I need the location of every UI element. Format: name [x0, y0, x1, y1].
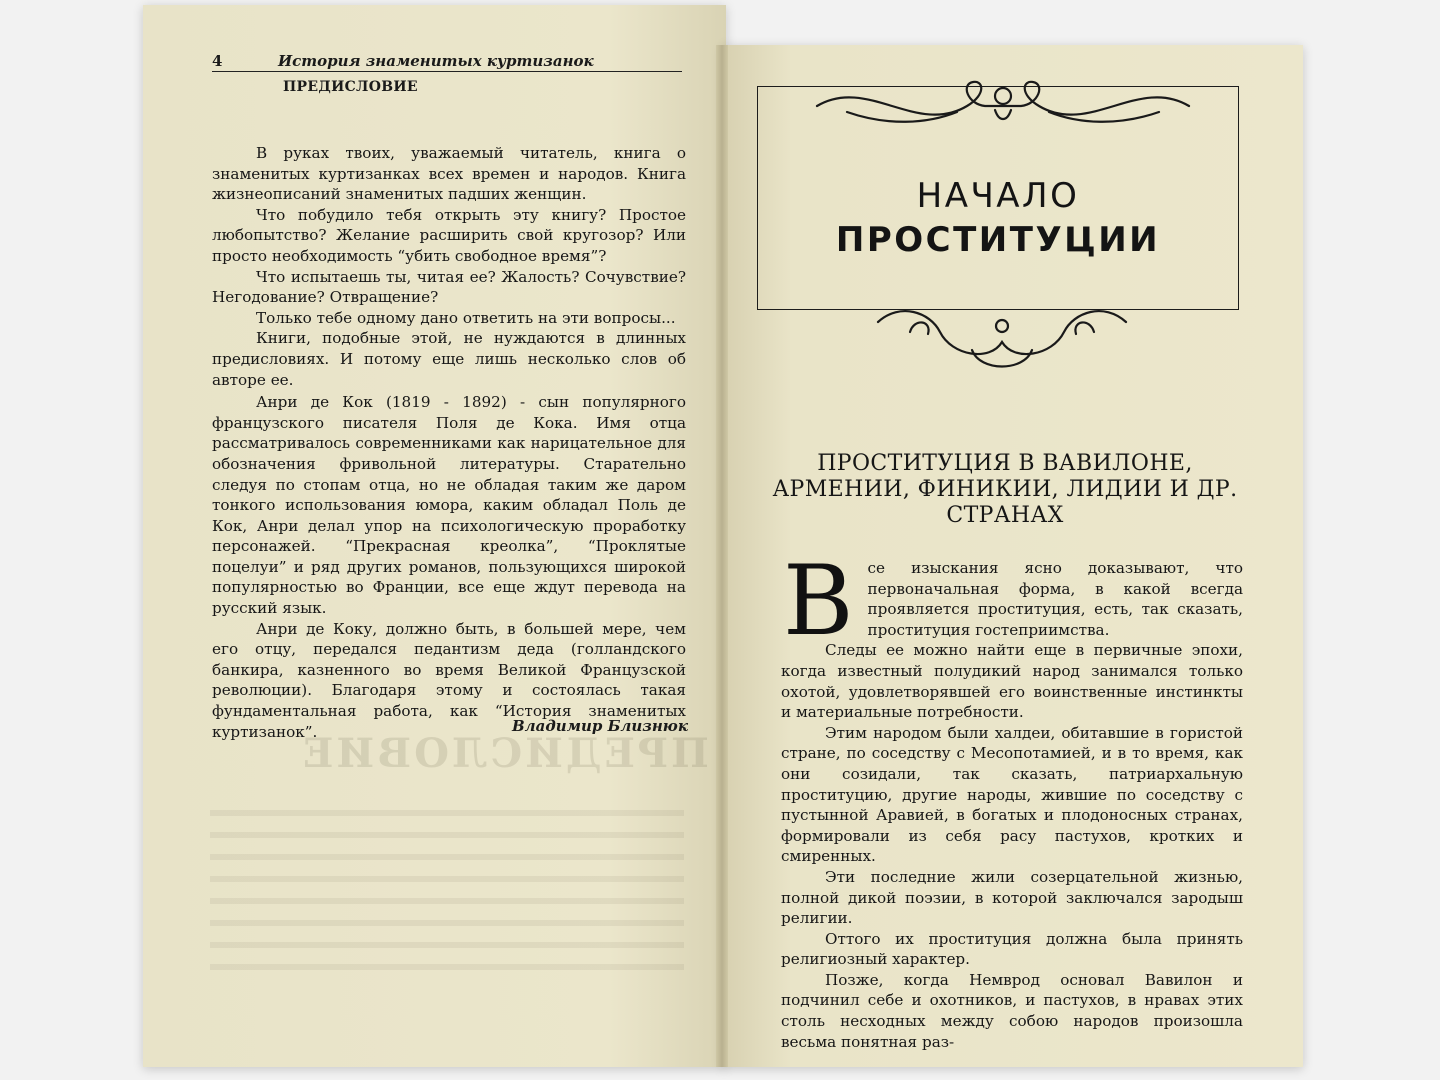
flourish-ornament-top [807, 66, 1199, 146]
paragraph: Позже, когда Немврод основал Вавилон и подчинил себе и охотников, и пастухов, в нравах этих столь несходных между собою народов произошла весьма понятная раз- [781, 970, 1243, 1051]
paragraph: Оттого их проституция должна была принять религиозный характер. [781, 929, 1243, 969]
chapter-text [781, 545, 1243, 1052]
paragraph: Эти последние жили созерцательной жизнью, полной дикой поэзии, в которой заключался зародыш религии. [781, 867, 1243, 928]
running-title: История знаменитых куртизанок [278, 52, 594, 70]
paragraph: В руках твоих, уважаемый читатель, книга о знаменитых куртизанках всех времен и народов. Книга жизнеописаний знаменитых падших женщин. [212, 144, 686, 204]
paragraph: Анри де Кок (1819 - 1892) - сын популярного французского писателя Поля де Кока. Имя отца рассматривалось современниками как нарицательное для обозначения фривольной литературы. Старательно следуя по стопам отца, но не обладая таким же даром тонкого использования юмора, каким обладал Поль де Кок, Анри делал упор на психологическую проработку персонажей. “Прекрасная креолка”, “Проклятые поцелуи” и ряд других романов, пользующихся широкой популярностью во Франции, все еще ждут перевода на русский язык. [212, 393, 686, 618]
show-through-lines [210, 800, 684, 970]
paragraph: Книги, подобные этой, не нуждаются в длинных предисловиях. И потому еще лишь несколько слов об авторе ее. [212, 329, 686, 389]
subtitle-line: СТРАНАХ [946, 503, 1064, 528]
chapter-title-line: НАЧАЛО [916, 176, 1080, 216]
paragraph: Что испытаешь ты, читая ее? Жалость? Сочувствие? Негодование? Отвращение? [212, 267, 686, 307]
page-number: 4 [212, 52, 223, 70]
chapter-title-line: ПРОСТИТУЦИИ [835, 220, 1161, 260]
book-spine [716, 45, 728, 1067]
drop-cap: В [783, 545, 854, 657]
show-through-heading: ПРЕДИСЛОВИЕ [300, 730, 709, 777]
preface-text [212, 143, 686, 742]
paragraph: Анри де Коку, должно быть, в большей мере, чем его отцу, передался педантизм деда (голландского банкира, казненного во время Великой Французской революции). Благодаря этому и состоялась такая фундаментальная работа, как “История знаменитых куртизанок”. [212, 619, 686, 741]
section-label: ПРЕДИСЛОВИЕ [283, 79, 418, 95]
paragraph: Только тебе одному дано ответить на эти вопросы... [256, 308, 676, 327]
running-header [212, 52, 682, 72]
paragraph: Что побудило тебя открыть эту книгу? Простое любопытство? Желание расширить свой кругозор? Или просто необходимость “убить свободное время”? [212, 205, 686, 265]
paragraph: Следы ее можно найти еще в первичные эпохи, когда известный полудикий народ занимался только охотой, удовлетворявшей его воинственные инстинкты и материальные потребности. [781, 641, 1243, 722]
subtitle-line: АРМЕНИИ, ФИНИКИИ, ЛИДИИ И ДР. [772, 477, 1238, 502]
subtitle-line: ПРОСТИТУЦИЯ В ВАВИЛОНЕ, [817, 451, 1193, 476]
chapter-title [757, 174, 1239, 262]
section-subtitle [745, 451, 1265, 529]
paragraph: се изыскания ясно доказывают, что первоначальная форма, в какой всегда проявляется проституция, есть, так сказать, проституция гостеприимства. [867, 559, 1243, 639]
author-signature: Владимир Близнюк [512, 717, 688, 735]
paragraph: Этим народом были халдеи, обитавшие в гористой стране, по соседству с Месопотамией, и в то время, как они созидали, так сказать, патриархальную проституцию, другие народы, жившие по соседству с пустынной Аравией, в богатых и плодоносных странах, формировали из себя расу пастухов, кротких и смиренных. [781, 723, 1243, 866]
flourish-ornament-bottom [870, 292, 1134, 382]
